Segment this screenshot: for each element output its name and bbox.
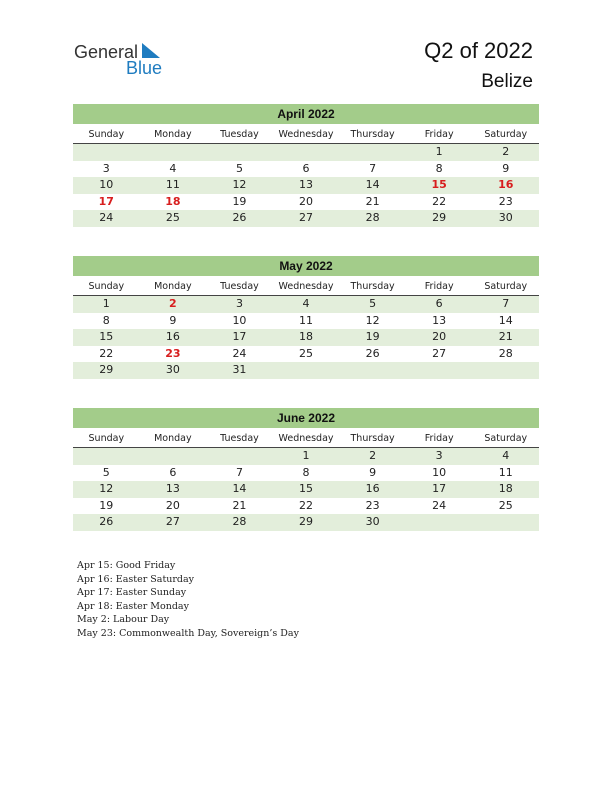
day-cell: 28 bbox=[498, 346, 513, 360]
day-cell bbox=[273, 362, 340, 379]
day-cell: 26 bbox=[232, 211, 247, 224]
weekday-label: Wednesday bbox=[278, 129, 334, 140]
weekday-label: Thursday bbox=[350, 281, 395, 292]
logo-flag-icon bbox=[140, 42, 162, 58]
weekday-header-row bbox=[73, 126, 539, 144]
weeks bbox=[73, 448, 539, 531]
weekday-label: Sunday bbox=[88, 129, 125, 140]
holiday-note: May 23: Commonwealth Day, Sovereign’s Day bbox=[77, 627, 299, 639]
month-calendar-april bbox=[73, 104, 539, 227]
week-row bbox=[73, 177, 539, 194]
day-cell: 6 bbox=[302, 161, 310, 175]
day-cell bbox=[273, 144, 340, 161]
day-cell: 10 bbox=[432, 465, 447, 479]
day-cell: 9 bbox=[169, 313, 177, 327]
day-cell: 5 bbox=[235, 161, 243, 175]
page-title: Q2 of 2022 bbox=[424, 38, 533, 63]
day-cell: 26 bbox=[365, 346, 380, 360]
day-cell: 8 bbox=[102, 313, 110, 327]
day-cell: 25 bbox=[165, 211, 180, 224]
day-cell: 13 bbox=[299, 178, 314, 191]
weekday-label: Friday bbox=[424, 433, 454, 444]
day-cell: 17 bbox=[98, 194, 114, 208]
day-cell: 19 bbox=[365, 330, 380, 343]
weekday-label: Tuesday bbox=[220, 433, 259, 444]
month-title: April 2022 bbox=[73, 104, 539, 124]
day-cell: 16 bbox=[165, 330, 180, 343]
week-row bbox=[73, 329, 539, 346]
week-row bbox=[73, 362, 539, 379]
day-cell: 8 bbox=[302, 465, 310, 479]
day-cell: 14 bbox=[498, 313, 513, 327]
weekday-label: Sunday bbox=[88, 433, 125, 444]
country-name: Belize bbox=[481, 71, 533, 92]
day-cell: 4 bbox=[302, 297, 310, 310]
day-cell: 15 bbox=[99, 330, 114, 343]
week-row bbox=[73, 161, 539, 178]
day-cell: 29 bbox=[299, 515, 314, 528]
day-cell: 29 bbox=[99, 363, 114, 376]
day-cell: 3 bbox=[235, 297, 243, 310]
day-cell bbox=[472, 362, 539, 379]
day-cell bbox=[73, 144, 140, 161]
week-row bbox=[73, 144, 539, 161]
day-cell: 2 bbox=[369, 449, 377, 462]
day-cell: 22 bbox=[299, 498, 314, 512]
day-cell: 27 bbox=[299, 211, 314, 224]
day-cell: 1 bbox=[302, 449, 310, 462]
month-title: May 2022 bbox=[73, 256, 539, 276]
day-cell: 14 bbox=[232, 482, 247, 495]
day-cell: 17 bbox=[232, 330, 247, 343]
week-row bbox=[73, 448, 539, 465]
logo-text-general: General bbox=[74, 42, 139, 62]
day-cell: 12 bbox=[365, 313, 380, 327]
day-cell bbox=[472, 514, 539, 531]
day-cell: 11 bbox=[165, 178, 180, 191]
day-cell: 24 bbox=[432, 498, 447, 512]
day-cell: 4 bbox=[502, 449, 510, 462]
day-cell: 6 bbox=[169, 465, 177, 479]
holiday-note: Apr 16: Easter Saturday bbox=[77, 573, 195, 585]
day-cell bbox=[339, 144, 406, 161]
day-cell: 2 bbox=[169, 297, 177, 310]
day-cell: 5 bbox=[369, 297, 377, 310]
week-row bbox=[73, 481, 539, 498]
day-cell: 28 bbox=[232, 515, 247, 528]
day-cell: 2 bbox=[502, 145, 510, 158]
day-cell: 20 bbox=[299, 194, 314, 208]
holiday-note: Apr 15: Good Friday bbox=[77, 560, 176, 571]
weekday-label: Wednesday bbox=[278, 433, 334, 444]
day-cell bbox=[339, 362, 406, 379]
month-title: June 2022 bbox=[73, 408, 539, 428]
day-cell: 1 bbox=[102, 297, 110, 310]
day-cell: 16 bbox=[365, 482, 380, 495]
day-cell bbox=[206, 144, 273, 161]
day-cell: 3 bbox=[435, 449, 443, 462]
weekday-header-row bbox=[73, 278, 539, 296]
day-cell: 12 bbox=[232, 178, 247, 191]
week-row bbox=[73, 194, 539, 211]
week-row bbox=[73, 498, 539, 515]
day-cell: 13 bbox=[432, 313, 447, 327]
weekday-label: Saturday bbox=[484, 129, 528, 140]
day-cell: 24 bbox=[99, 211, 114, 224]
day-cell: 21 bbox=[365, 194, 380, 208]
holiday-note: Apr 18: Easter Monday bbox=[77, 600, 189, 612]
weekday-label: Wednesday bbox=[278, 281, 334, 292]
day-cell bbox=[206, 448, 273, 465]
day-cell: 3 bbox=[102, 161, 110, 175]
weekday-label: Monday bbox=[154, 281, 192, 292]
day-cell: 7 bbox=[235, 465, 243, 479]
weekday-label: Saturday bbox=[484, 281, 528, 292]
day-cell: 27 bbox=[165, 515, 180, 528]
holiday-notes bbox=[77, 559, 299, 640]
day-cell: 7 bbox=[369, 161, 377, 175]
day-cell: 22 bbox=[432, 194, 447, 208]
weekday-label: Saturday bbox=[484, 433, 528, 444]
day-cell: 6 bbox=[435, 297, 443, 310]
holiday-note: Apr 17: Easter Sunday bbox=[77, 587, 187, 598]
day-cell: 25 bbox=[299, 346, 314, 360]
day-cell: 1 bbox=[435, 145, 443, 158]
day-cell: 18 bbox=[498, 482, 513, 495]
day-cell: 26 bbox=[99, 515, 114, 528]
day-cell: 15 bbox=[299, 482, 314, 495]
day-cell bbox=[140, 144, 207, 161]
day-cell: 27 bbox=[432, 346, 447, 360]
day-cell: 11 bbox=[299, 313, 314, 327]
day-cell: 18 bbox=[299, 330, 314, 343]
day-cell: 25 bbox=[498, 498, 513, 512]
day-cell: 4 bbox=[169, 161, 177, 175]
weekday-label: Friday bbox=[424, 281, 454, 292]
month-calendar-may bbox=[73, 256, 539, 379]
weekday-label: Friday bbox=[424, 129, 454, 140]
day-cell: 17 bbox=[432, 482, 447, 495]
day-cell: 7 bbox=[502, 297, 510, 310]
weeks bbox=[73, 144, 539, 227]
day-cell: 28 bbox=[365, 211, 380, 224]
day-cell: 30 bbox=[498, 211, 513, 224]
week-row bbox=[73, 296, 539, 313]
day-cell: 8 bbox=[435, 161, 443, 175]
weekday-label: Tuesday bbox=[220, 129, 259, 140]
day-cell: 9 bbox=[369, 465, 377, 479]
day-cell: 11 bbox=[498, 465, 513, 479]
day-cell: 23 bbox=[498, 194, 513, 208]
day-cell: 15 bbox=[431, 178, 447, 191]
day-cell: 29 bbox=[432, 211, 447, 224]
week-row bbox=[73, 346, 539, 363]
weekday-label: Thursday bbox=[350, 129, 395, 140]
brand-logo bbox=[74, 42, 174, 78]
day-cell: 19 bbox=[232, 194, 247, 208]
week-row bbox=[73, 210, 539, 227]
day-cell: 13 bbox=[165, 482, 180, 495]
day-cell bbox=[406, 362, 473, 379]
day-cell bbox=[140, 448, 207, 465]
day-cell: 5 bbox=[102, 465, 110, 479]
weekday-label: Monday bbox=[154, 129, 192, 140]
day-cell: 23 bbox=[365, 498, 380, 512]
day-cell: 19 bbox=[99, 498, 114, 512]
day-cell: 14 bbox=[365, 178, 380, 191]
day-cell: 30 bbox=[365, 515, 380, 528]
day-cell: 10 bbox=[232, 313, 247, 327]
day-cell: 21 bbox=[232, 498, 247, 512]
weekday-header-row bbox=[73, 430, 539, 448]
day-cell bbox=[406, 514, 473, 531]
weekday-label: Tuesday bbox=[220, 281, 259, 292]
holiday-note: May 2: Labour Day bbox=[77, 614, 170, 625]
week-row bbox=[73, 465, 539, 482]
day-cell: 10 bbox=[99, 178, 114, 191]
day-cell bbox=[73, 448, 140, 465]
day-cell: 24 bbox=[232, 346, 247, 360]
day-cell: 22 bbox=[99, 346, 114, 360]
day-cell: 20 bbox=[432, 330, 447, 343]
day-cell: 16 bbox=[498, 178, 514, 191]
day-cell: 23 bbox=[165, 346, 181, 360]
weekday-label: Thursday bbox=[350, 433, 395, 444]
weekday-label: Monday bbox=[154, 433, 192, 444]
day-cell: 12 bbox=[99, 482, 114, 495]
week-row bbox=[73, 313, 539, 330]
day-cell: 31 bbox=[232, 363, 247, 376]
day-cell: 18 bbox=[165, 194, 181, 208]
day-cell: 9 bbox=[502, 161, 510, 175]
week-row bbox=[73, 514, 539, 531]
day-cell: 21 bbox=[498, 330, 513, 343]
day-cell: 20 bbox=[165, 498, 180, 512]
month-calendar-june bbox=[73, 408, 539, 531]
weeks bbox=[73, 296, 539, 379]
weekday-label: Sunday bbox=[88, 281, 125, 292]
day-cell: 30 bbox=[165, 363, 180, 376]
logo-text-blue: Blue bbox=[126, 58, 163, 78]
